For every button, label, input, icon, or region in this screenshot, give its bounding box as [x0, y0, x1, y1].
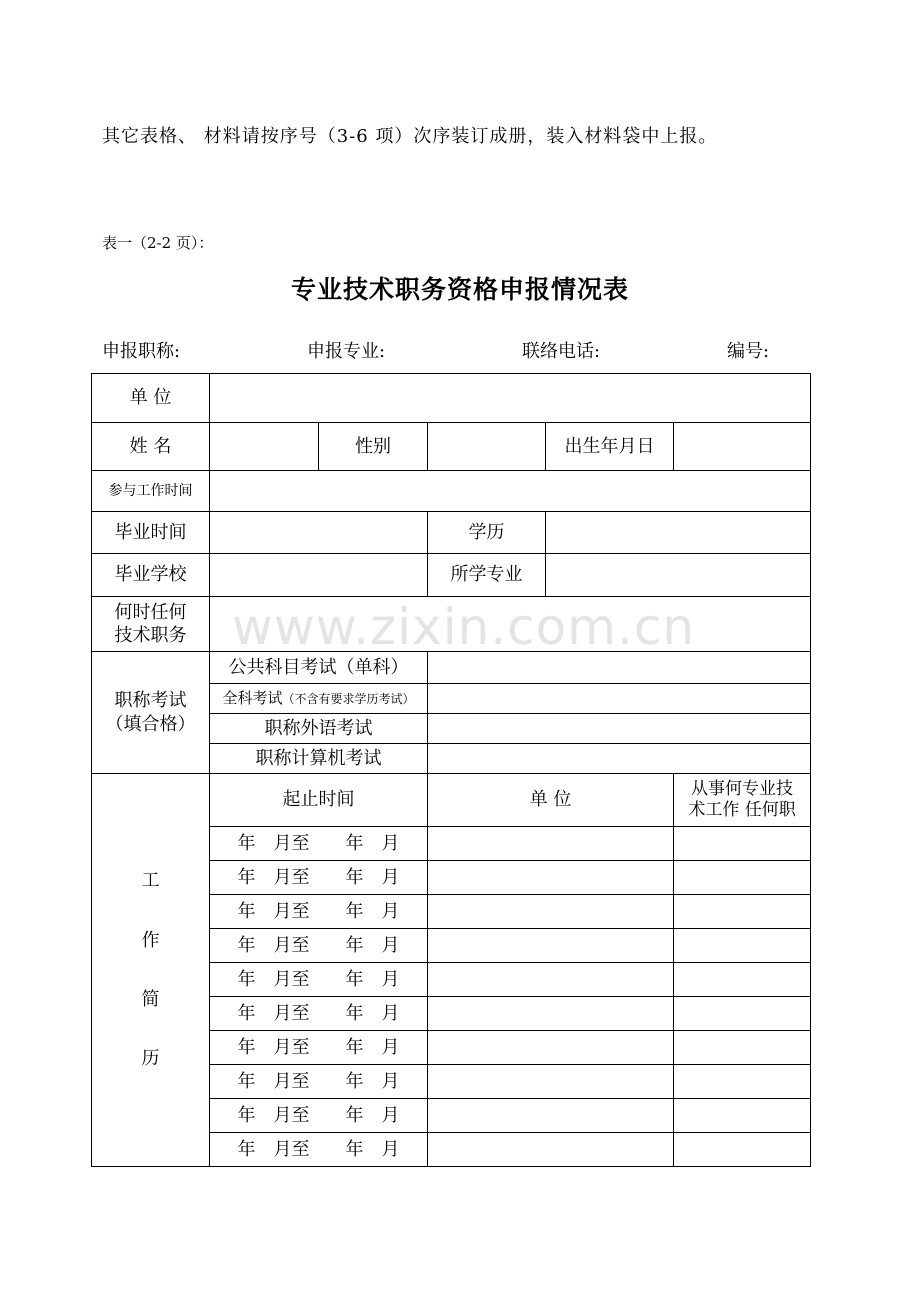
resume-post-field[interactable]: [674, 929, 811, 963]
post-header-line1: 从事何专业技: [691, 778, 794, 799]
name-label: 姓 名: [92, 423, 210, 471]
exam-label-line1: 职称考试: [114, 690, 187, 712]
exam-label: [92, 652, 210, 774]
exam-foreign-label: 职称外语考试: [210, 714, 428, 744]
exam-computer-field[interactable]: [428, 744, 811, 774]
resume-period: 年 月至 年 月: [210, 963, 428, 997]
resume-char: 简: [141, 989, 160, 1010]
application-form-table: [91, 373, 811, 1167]
resume-period: 年 月至 年 月: [210, 827, 428, 861]
major-applied-label: 申报专业:: [307, 341, 386, 362]
major-studied-label: 所学专业: [428, 554, 546, 597]
resume-period: 年 月至 年 月: [210, 1065, 428, 1099]
gender-field[interactable]: [428, 423, 546, 471]
name-field[interactable]: [210, 423, 319, 471]
birth-field[interactable]: [674, 423, 811, 471]
resume-char: 工: [141, 870, 160, 892]
resume-post-field[interactable]: [674, 963, 811, 997]
resume-unit-field[interactable]: [428, 963, 674, 997]
tech-post-field[interactable]: [210, 597, 811, 652]
resume-post-field[interactable]: [674, 1031, 811, 1065]
tech-post-label-line2: 技术职务: [114, 625, 187, 646]
tech-post-label-line1: 何时任何: [114, 601, 187, 623]
resume-period: 年 月至 年 月: [210, 895, 428, 929]
exam-label-line2: （填合格）: [105, 713, 196, 735]
resume-post-field[interactable]: [674, 827, 811, 861]
work-start-field[interactable]: [210, 471, 811, 512]
exam-full-note: （不含有要求学历考试）: [282, 691, 415, 706]
watermark: www.zixin.com.cn: [232, 598, 696, 656]
education-field[interactable]: [546, 512, 811, 554]
resume-post-field[interactable]: [674, 1065, 811, 1099]
exam-computer-label: 职称计算机考试: [210, 744, 428, 774]
period-header: 起止时间: [210, 774, 428, 827]
unit-field[interactable]: [210, 374, 811, 423]
resume-period: 年 月至 年 月: [210, 861, 428, 895]
resume-label: [92, 774, 210, 1167]
resume-unit-field[interactable]: [428, 1065, 674, 1099]
resume-period: 年 月至 年 月: [210, 1031, 428, 1065]
work-unit-header: 单 位: [428, 774, 674, 827]
resume-unit-field[interactable]: [428, 1133, 674, 1167]
resume-post-field[interactable]: [674, 1133, 811, 1167]
education-label: 学历: [428, 512, 546, 554]
resume-unit-field[interactable]: [428, 861, 674, 895]
table-reference: 表一（2-2 页）：: [102, 234, 214, 252]
grad-school-field[interactable]: [210, 554, 428, 597]
exam-public-label: 公共科目考试（单科）: [210, 652, 428, 684]
gender-label: 性别: [319, 423, 428, 471]
page-title: 专业技术职务资格申报情况表: [290, 275, 629, 304]
resume-unit-field[interactable]: [428, 997, 674, 1031]
number-label: 编号:: [727, 341, 770, 362]
resume-unit-field[interactable]: [428, 929, 674, 963]
resume-period: 年 月至 年 月: [210, 929, 428, 963]
resume-post-field[interactable]: [674, 997, 811, 1031]
birth-label: 出生年月日: [546, 423, 674, 471]
resume-unit-field[interactable]: [428, 1031, 674, 1065]
resume-char: 作: [141, 929, 160, 951]
exam-foreign-field[interactable]: [428, 714, 811, 744]
tech-post-label: [92, 597, 210, 652]
exam-public-field[interactable]: [428, 652, 811, 684]
resume-period: 年 月至 年 月: [210, 1133, 428, 1167]
phone-label: 联络电话:: [522, 341, 601, 362]
resume-period: 年 月至 年 月: [210, 1099, 428, 1133]
exam-full-field[interactable]: [428, 684, 811, 714]
unit-label: 单 位: [92, 374, 210, 423]
resume-post-field[interactable]: [674, 895, 811, 929]
resume-post-field[interactable]: [674, 1099, 811, 1133]
post-header-line2: 术工作 任何职: [688, 800, 796, 820]
resume-unit-field[interactable]: [428, 1099, 674, 1133]
resume-char: 历: [141, 1048, 160, 1070]
title-applied-label: 申报职称:: [102, 341, 181, 362]
resume-period: 年 月至 年 月: [210, 997, 428, 1031]
exam-full-main: 全科考试: [222, 688, 283, 707]
grad-time-label: 毕业时间: [92, 512, 210, 554]
resume-unit-field[interactable]: [428, 827, 674, 861]
major-studied-field[interactable]: [546, 554, 811, 597]
exam-full-label: [210, 684, 428, 714]
grad-school-label: 毕业学校: [92, 554, 210, 597]
binding-instruction: 其它表格、 材料请按序号（3-6 项）次序装订成册，装入材料袋中上报。: [102, 126, 718, 147]
resume-unit-field[interactable]: [428, 895, 674, 929]
post-header: [674, 774, 811, 827]
resume-post-field[interactable]: [674, 861, 811, 895]
work-start-label: 参与工作时间: [92, 471, 210, 512]
grad-time-field[interactable]: [210, 512, 428, 554]
